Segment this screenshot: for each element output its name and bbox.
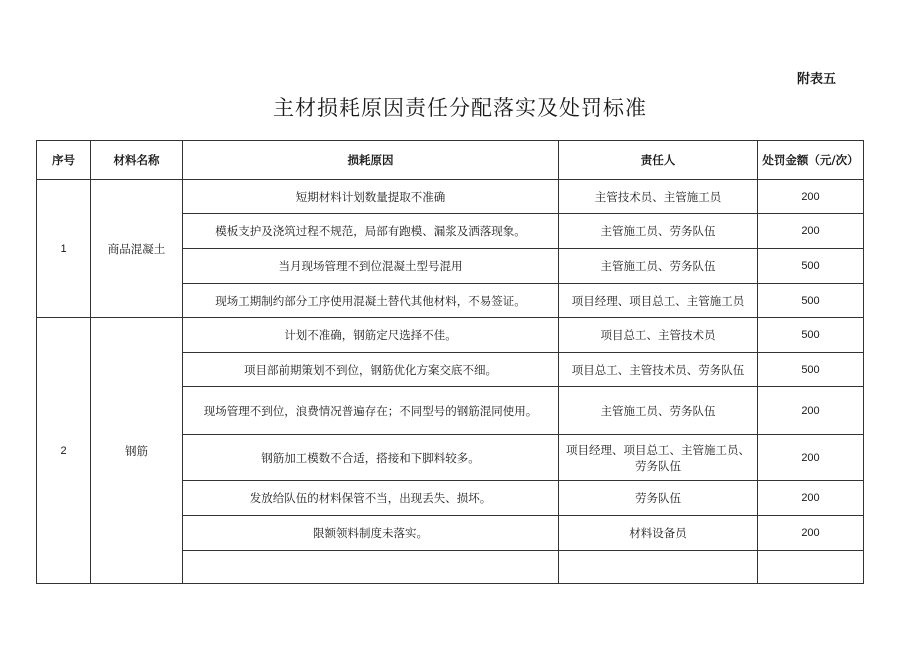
cell-responsible: 主管施工员、劳务队伍 <box>559 387 758 435</box>
table-row <box>37 180 864 214</box>
header-row <box>37 141 864 180</box>
cell-responsible: 项目总工、主管技术员、劳务队伍 <box>559 353 758 387</box>
cell-reason <box>183 551 559 584</box>
cell-reason: 当月现场管理不到位混凝土型号混用 <box>183 249 559 284</box>
cell-fine: 200 <box>758 387 864 435</box>
table-row <box>37 318 864 353</box>
cell-reason: 模板支护及浇筑过程不规范，局部有跑模、漏浆及洒落现象。 <box>183 214 559 249</box>
cell-fine: 500 <box>758 353 864 387</box>
cell-responsible: 项目经理、项目总工、主管施工员、劳务队伍 <box>559 435 758 481</box>
cell-fine <box>758 551 864 584</box>
cell-reason: 现场工期制约部分工序使用混凝土替代其他材料，不易签证。 <box>183 284 559 318</box>
cell-fine: 500 <box>758 284 864 318</box>
cell-reason: 发放给队伍的材料保管不当，出现丢失、损坏。 <box>183 481 559 516</box>
cell-responsible: 主管施工员、劳务队伍 <box>559 249 758 284</box>
header-no: 序号 <box>37 141 91 180</box>
cell-reason: 现场管理不到位，浪费情况普遍存在；不同型号的钢筋混同使用。 <box>183 387 559 435</box>
cell-fine: 500 <box>758 249 864 284</box>
cell-responsible: 材料设备员 <box>559 516 758 551</box>
cell-responsible: 主管技术员、主管施工员 <box>559 180 758 214</box>
cell-reason: 限额领料制度未落实。 <box>183 516 559 551</box>
cell-reason: 项目部前期策划不到位，钢筋优化方案交底不细。 <box>183 353 559 387</box>
cell-reason: 短期材料计划数量提取不准确 <box>183 180 559 214</box>
cell-fine: 200 <box>758 516 864 551</box>
document-title: 主材损耗原因责任分配落实及处罚标准 <box>273 96 647 120</box>
cell-no: 1 <box>37 180 91 318</box>
cell-fine: 200 <box>758 214 864 249</box>
cell-fine: 200 <box>758 180 864 214</box>
cell-responsible: 主管施工员、劳务队伍 <box>559 214 758 249</box>
cell-fine: 500 <box>758 318 864 353</box>
annex-label: 附表五 <box>796 72 836 87</box>
cell-fine: 200 <box>758 481 864 516</box>
cell-responsible: 项目总工、主管技术员 <box>559 318 758 353</box>
header-responsible: 责任人 <box>559 141 758 180</box>
penalty-table <box>36 140 864 584</box>
header-material: 材料名称 <box>91 141 183 180</box>
cell-responsible: 劳务队伍 <box>559 481 758 516</box>
cell-material: 商品混凝土 <box>91 180 183 318</box>
cell-fine: 200 <box>758 435 864 481</box>
header-fine: 处罚金额（元/次） <box>758 141 864 180</box>
cell-reason: 钢筋加工模数不合适，搭接和下脚料较多。 <box>183 435 559 481</box>
header-reason: 损耗原因 <box>183 141 559 180</box>
cell-responsible: 项目经理、项目总工、主管施工员 <box>559 284 758 318</box>
cell-material: 钢筋 <box>91 318 183 584</box>
cell-reason: 计划不准确，钢筋定尺选择不佳。 <box>183 318 559 353</box>
cell-no: 2 <box>37 318 91 584</box>
cell-responsible <box>559 551 758 584</box>
